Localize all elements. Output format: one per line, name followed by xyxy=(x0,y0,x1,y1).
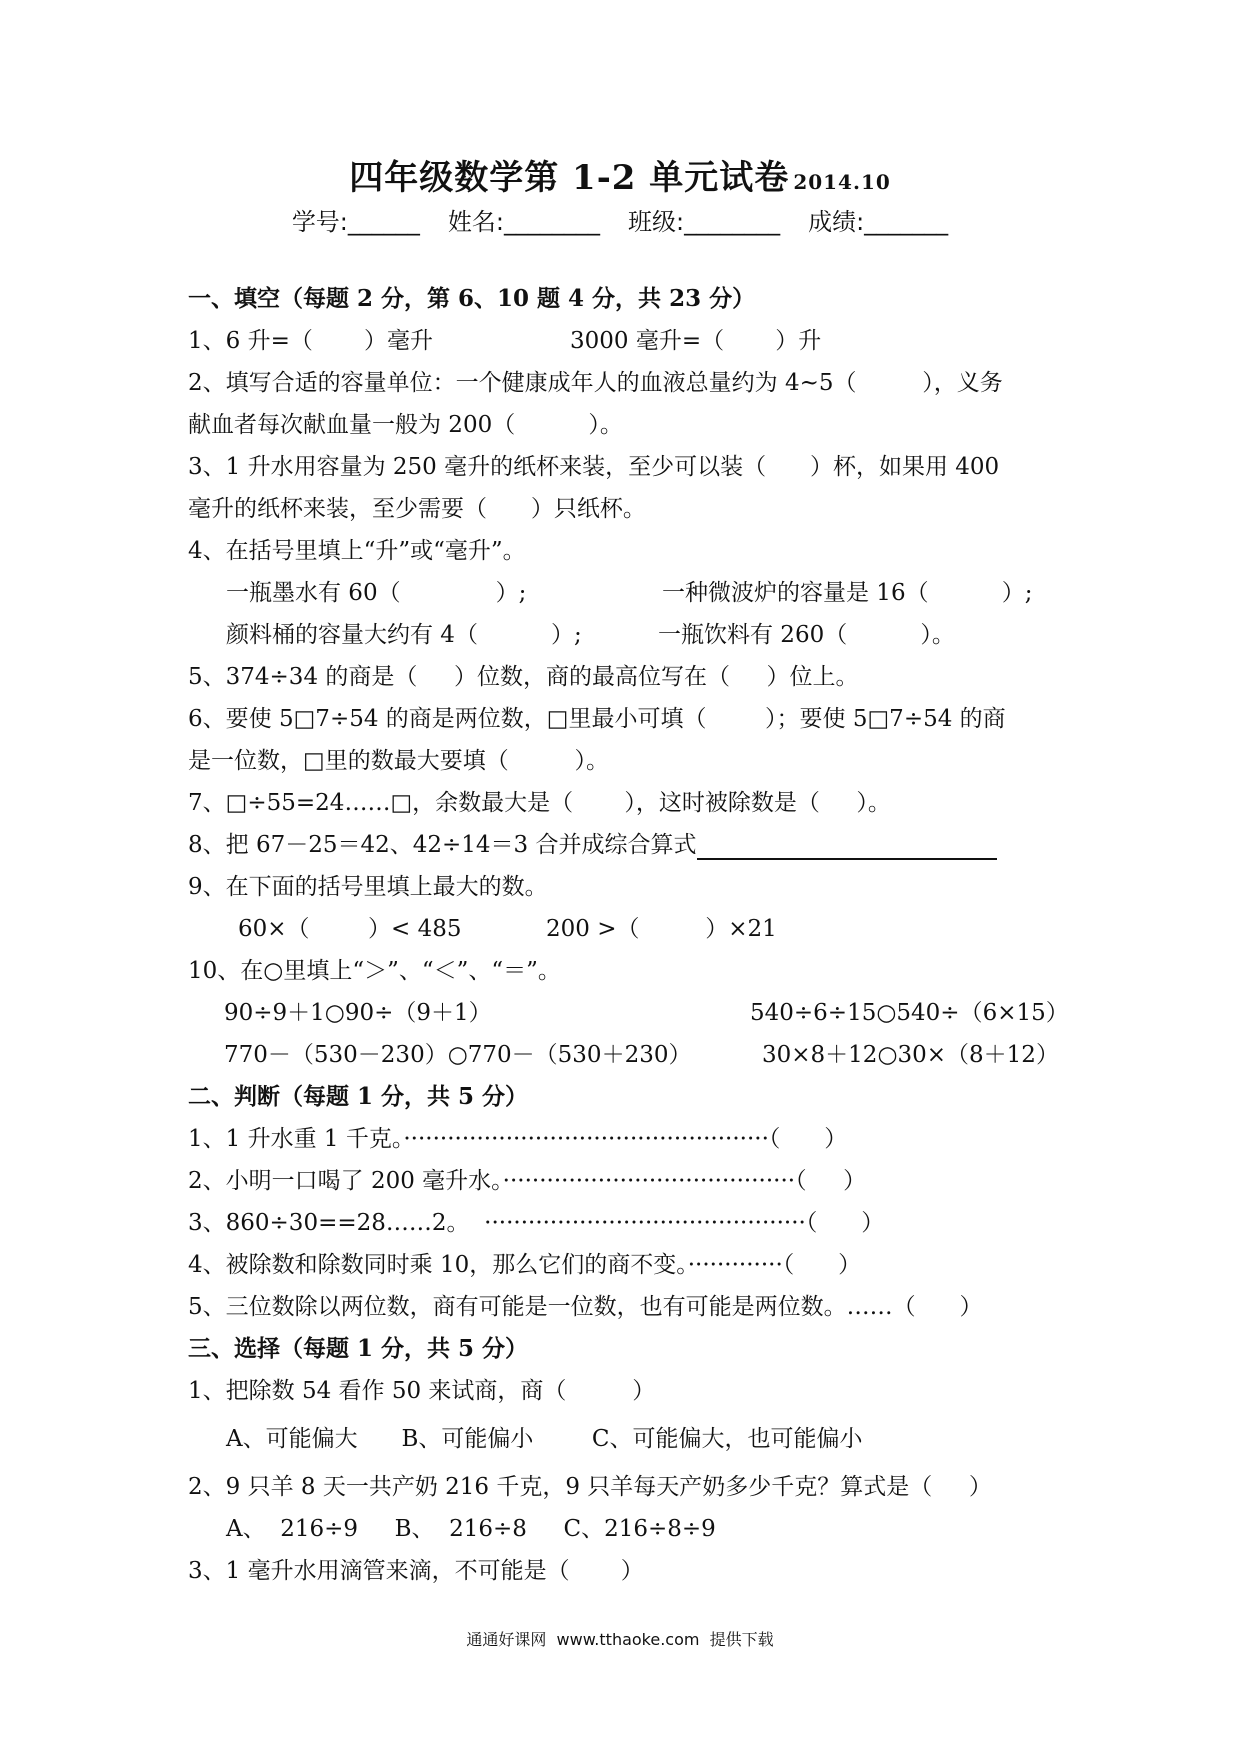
exam-title xyxy=(0,150,1240,199)
question-1-7: 7、□÷55=24……□，余数最大是（ ），这时被除数是（ ）。 xyxy=(188,790,891,816)
question-1-2b: 献血者每次献血量一般为 200（ ）。 xyxy=(188,412,623,438)
question-1-10a: 90÷9＋1○90÷（9＋1） xyxy=(224,1000,492,1026)
question-1-10: 10、在○里填上“＞”、“＜”、“＝”。 xyxy=(188,958,561,984)
question-1-1b: 3000 毫升=（ ）升 xyxy=(570,328,822,354)
section-true-false-heading: 二、判断（每题 1 分，共 5 分） xyxy=(188,1083,529,1110)
question-1-4d: 一瓶饮料有 260（ ）。 xyxy=(658,622,955,648)
question-1-9a: 60×（ ）< 485 xyxy=(238,916,462,942)
question-2-4: 4、被除数和除数同时乘 10，那么它们的商不变。·············（ ） xyxy=(188,1252,862,1278)
question-3-1-options: A、可能偏大 B、可能偏小 C、可能偏大，也可能偏小 xyxy=(226,1426,863,1452)
score-field[interactable]: 成绩:_______ xyxy=(808,208,949,236)
question-1-8-text: 8、把 67－25＝42、42÷14＝3 合并成综合算式 xyxy=(188,832,697,858)
download-footer: 通通好课网 www.tthaoke.com 提供下载 xyxy=(466,1630,774,1649)
question-1-5: 5、374÷34 的商是（ ）位数，商的最高位写在（ ）位上。 xyxy=(188,664,859,690)
question-1-4c: 颜料桶的容量大约有 4（ ）; xyxy=(226,622,582,648)
student-no-field[interactable]: 学号:______ xyxy=(291,208,420,236)
question-1-6b: 是一位数，□里的数最大要填（ ）。 xyxy=(188,748,610,774)
question-1-10c: 770－（530－230）○770－（530＋230） xyxy=(224,1042,692,1068)
question-1-9b: 200 >（ ）×21 xyxy=(546,916,777,942)
question-3-3: 3、1 毫升水用滴管来滴，不可能是（ ） xyxy=(188,1558,644,1584)
question-1-4b: 一种微波炉的容量是 16（ ）; xyxy=(662,580,1033,606)
question-1-9: 9、在下面的括号里填上最大的数。 xyxy=(188,874,548,900)
question-2-3: 3、860÷30==28……2。 ············································（ ） xyxy=(188,1210,885,1236)
question-1-2a: 2、填写合适的容量单位：一个健康成年人的血液总量约为 4~5（ ），义务 xyxy=(188,370,1003,396)
question-3-2: 2、9 只羊 8 天一共产奶 216 千克，9 只羊每天产奶多少千克？算式是（ ） xyxy=(188,1474,992,1500)
question-1-4: 4、在括号里填上“升”或“毫升”。 xyxy=(188,538,526,564)
question-1-10d: 30×8＋12○30×（8＋12） xyxy=(762,1042,1059,1068)
class-field[interactable]: 班级:________ xyxy=(628,208,781,236)
section-multiple-choice-heading: 三、选择（每题 1 分，共 5 分） xyxy=(188,1335,529,1362)
title-text: 四年级数学第 1-2 单元试卷 xyxy=(349,158,790,198)
question-2-1: 1、1 升水重 1 千克。··················································（ ） xyxy=(188,1126,848,1152)
question-1-3b: 毫升的纸杯来装，至少需要（ ）只纸杯。 xyxy=(188,496,646,522)
section-fill-in-heading: 一、填空（每题 2 分，第 6、10 题 4 分，共 23 分） xyxy=(188,285,756,312)
name-field[interactable]: 姓名:________ xyxy=(447,208,600,236)
exam-date: 2014.10 xyxy=(793,170,891,194)
student-info-row xyxy=(0,202,1240,237)
question-1-4a: 一瓶墨水有 60（ ）; xyxy=(226,580,527,606)
question-2-2: 2、小明一口喝了 200 毫升水。········································（ ） xyxy=(188,1168,867,1194)
question-3-1: 1、把除数 54 看作 50 来试商，商（ ） xyxy=(188,1378,656,1404)
question-1-6a: 6、要使 5□7÷54 的商是两位数，□里最小可填（ ）；要使 5□7÷54 的商 xyxy=(188,706,1006,732)
question-1-8 xyxy=(188,830,997,860)
answer-line[interactable] xyxy=(697,836,997,860)
question-2-5: 5、三位数除以两位数，商有可能是一位数，也有可能是两位数。……（ ） xyxy=(188,1294,983,1320)
question-1-10b: 540÷6÷15○540÷（6×15） xyxy=(750,1000,1069,1026)
question-1-1a: 1、6 升=（ ）毫升 xyxy=(188,328,434,354)
question-1-3a: 3、1 升水用容量为 250 毫升的纸杯来装，至少可以装（ ）杯，如果用 400 xyxy=(188,454,1000,480)
question-3-2-options: A、 216÷9 B、 216÷8 C、216÷8÷9 xyxy=(226,1516,716,1542)
